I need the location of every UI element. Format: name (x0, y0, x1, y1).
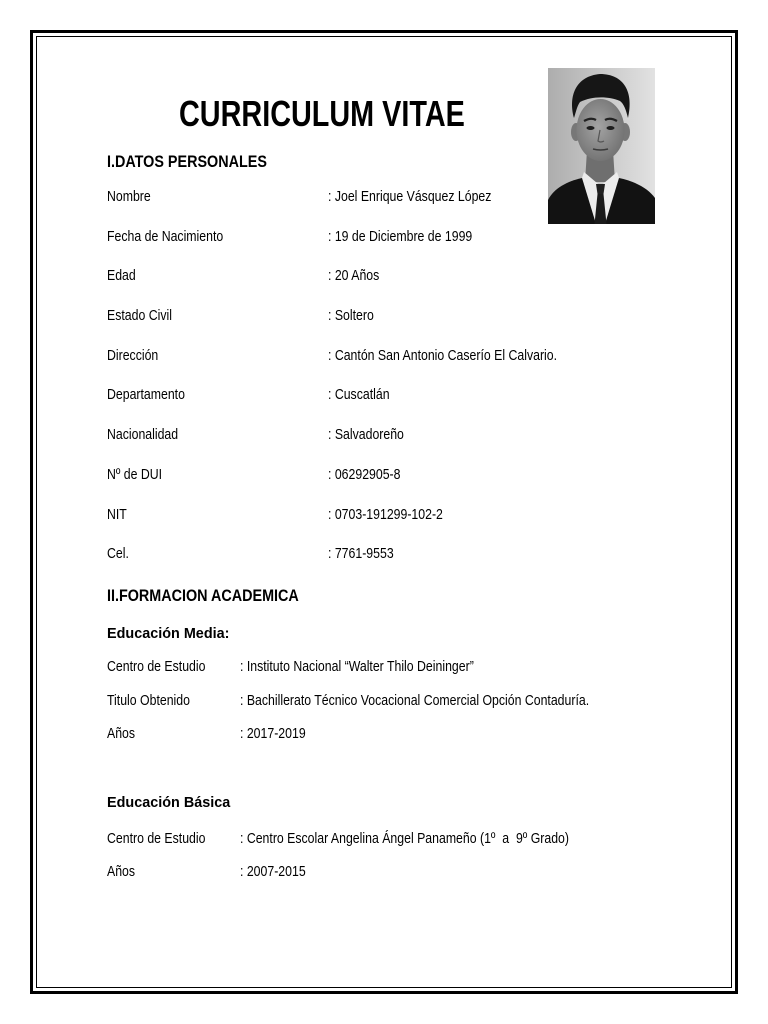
document-title: CURRICULUM VITAE (179, 93, 465, 134)
field-label: NIT (107, 505, 127, 523)
field-value: : Centro Escolar Angelina Ángel Panameño (1º a 9º Grado) (240, 829, 569, 847)
field-value: : Soltero (328, 307, 374, 325)
educacion-media-list (107, 650, 707, 751)
field-value: : Cuscatlán (328, 386, 390, 404)
field-value: : Salvadoreño (328, 426, 404, 444)
personal-row-dui (107, 455, 707, 495)
field-label: Departamento (107, 386, 185, 404)
field-label: Dirección (107, 346, 159, 364)
subheading-educacion-basica: Educación Básica (107, 794, 231, 811)
personal-row-nombre (107, 177, 707, 217)
field-value: : Instituto Nacional “Walter Thilo Deininger” (240, 658, 474, 676)
personal-row-nacionalidad (107, 415, 707, 455)
field-label: Centro de Estudio (107, 658, 206, 676)
field-label: Edad (107, 267, 136, 285)
personal-row-estado-civil (107, 296, 707, 336)
left-eye (587, 126, 595, 130)
field-label: Nacionalidad (107, 426, 179, 444)
subheading-educacion-media: Educación Media: (107, 625, 230, 642)
field-label: Estado Civil (107, 307, 172, 325)
media-row-centro-estudio (107, 650, 707, 684)
field-label: Nombre (107, 188, 151, 205)
field-label: Titulo Obtenido (107, 691, 190, 709)
field-value: : Cantón San Antonio Caserío El Calvario. (328, 346, 558, 364)
field-label: Centro de Estudio (107, 829, 206, 847)
personal-row-celular (107, 534, 707, 574)
personal-row-direccion (107, 336, 707, 376)
personal-row-fecha-nacimiento (107, 217, 707, 257)
educacion-basica-list (107, 822, 707, 888)
section-heading-personal: I.DATOS PERSONALES (107, 152, 267, 171)
field-value: : 19 de Diciembre de 1999 (328, 227, 473, 245)
personal-row-nit (107, 495, 707, 535)
field-value: : 20 Años (328, 267, 380, 285)
field-label: Nº de DUI (107, 465, 163, 483)
basica-row-anos (107, 855, 707, 888)
field-value: : 06292905-8 (328, 465, 401, 483)
field-value: : 0703-191299-102-2 (328, 505, 443, 523)
field-label: Años (107, 862, 136, 880)
field-label: Fecha de Nacimiento (107, 227, 224, 245)
field-label: Años (107, 725, 136, 743)
field-value: : 7761-9553 (328, 545, 394, 563)
field-value: : 2017-2019 (240, 725, 306, 743)
field-value: : 2007-2015 (240, 862, 306, 880)
field-label: Cel. (107, 545, 129, 563)
face (577, 99, 625, 161)
basica-row-centro-estudio (107, 822, 707, 855)
personal-row-edad (107, 256, 707, 296)
field-value: : Bachillerato Técnico Vocacional Comercial Opción Contaduría. (240, 691, 590, 709)
media-row-anos (107, 717, 707, 751)
section-heading-education: II.FORMACION ACADEMICA (107, 586, 299, 605)
personal-row-departamento (107, 375, 707, 415)
personal-data-list (107, 177, 707, 574)
media-row-titulo-obtenido (107, 684, 707, 718)
field-value: : Joel Enrique Vásquez López (328, 188, 492, 205)
right-eye (607, 126, 615, 130)
